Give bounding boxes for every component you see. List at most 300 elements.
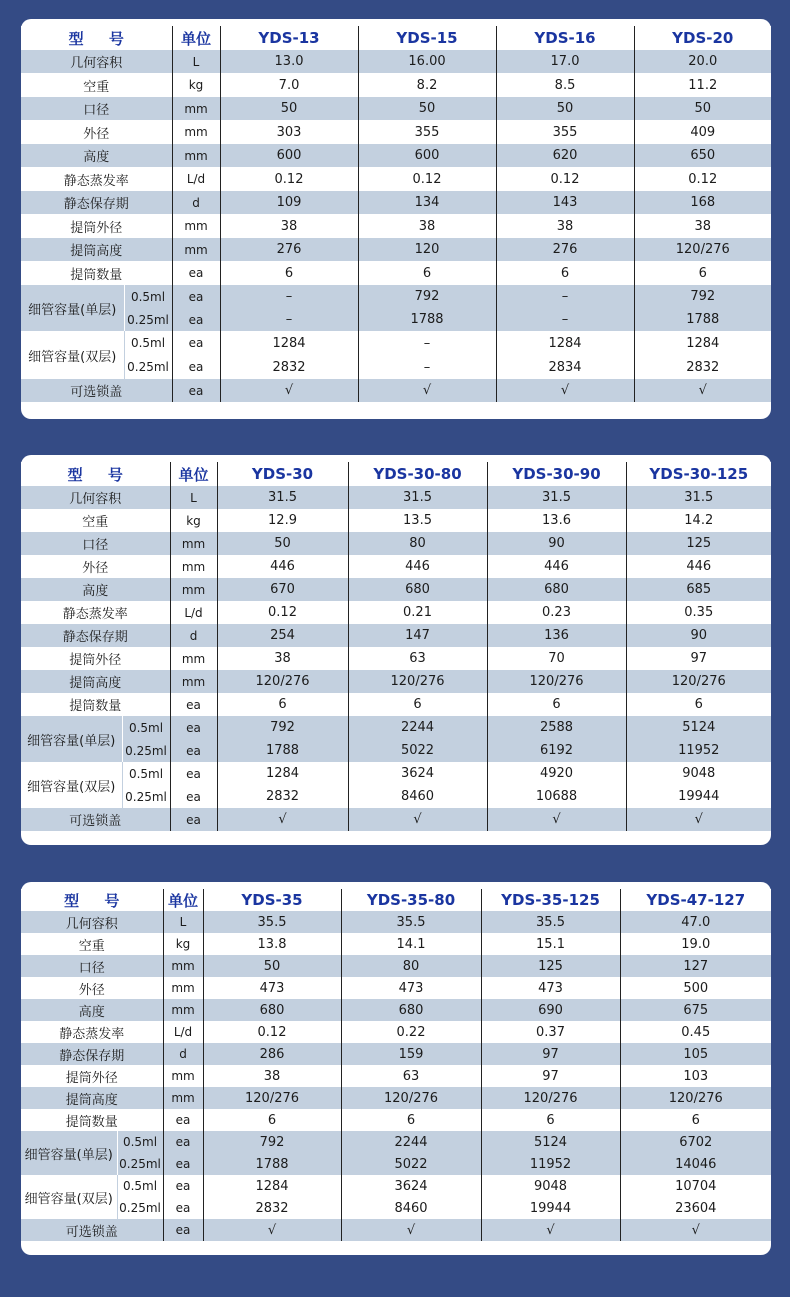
value-cell: 10704: [620, 1175, 771, 1197]
unit-cell: ea: [172, 331, 220, 355]
lid-row: [21, 379, 771, 402]
model-name: YDS-16: [496, 26, 634, 50]
unit-cell: ea: [172, 379, 220, 402]
unit-cell: mm: [163, 999, 203, 1021]
unit-cell: mm: [172, 238, 220, 261]
row-label: 静态保存期: [21, 624, 170, 647]
row-label: 提筒高度: [21, 238, 172, 261]
model-name: YDS-35-125: [481, 889, 620, 911]
value-cell: 355: [496, 120, 634, 144]
value-cell: 6: [358, 261, 496, 285]
unit-cell: mm: [163, 1065, 203, 1087]
sub-label: 0.25ml: [122, 739, 170, 762]
value-cell: –: [358, 331, 496, 355]
value-cell: 12.9: [217, 509, 348, 532]
row-label: 口径: [21, 97, 172, 120]
value-cell: –: [496, 308, 634, 331]
model-name: YDS-30: [217, 462, 348, 486]
value-cell: 16.00: [358, 50, 496, 73]
evap-row: [21, 167, 771, 191]
value-cell: 19944: [481, 1197, 620, 1219]
row-label: 细管容量(单层): [21, 285, 124, 331]
unit-cell: d: [163, 1043, 203, 1065]
value-cell: 0.21: [348, 601, 487, 624]
row-label: 可选锁盖: [21, 1219, 163, 1241]
value-cell: 409: [634, 120, 771, 144]
row-label: 高度: [21, 144, 172, 167]
value-cell: 473: [203, 977, 341, 999]
value-cell: 1788: [203, 1153, 341, 1175]
value-cell: 63: [341, 1065, 481, 1087]
value-cell: 2588: [487, 716, 626, 739]
evap-row: [21, 601, 771, 624]
value-cell: 680: [341, 999, 481, 1021]
value-cell: 13.5: [348, 509, 487, 532]
model-header: 型 号: [21, 889, 163, 911]
unit-cell: ea: [170, 762, 217, 785]
value-cell: 6: [496, 261, 634, 285]
straw-single-row-05: [21, 716, 771, 739]
value-cell: 50: [220, 97, 358, 120]
value-cell: 446: [217, 555, 348, 578]
value-cell: 14046: [620, 1153, 771, 1175]
value-cell: 6: [626, 693, 771, 716]
value-cell: 6: [348, 693, 487, 716]
empty-weight-row: [21, 73, 771, 97]
value-cell: 97: [481, 1065, 620, 1087]
unit-cell: d: [170, 624, 217, 647]
value-cell: 14.2: [626, 509, 771, 532]
sub-label: 0.5ml: [117, 1131, 163, 1153]
straw-double-row-05: [21, 331, 771, 355]
volume-row: [21, 50, 771, 73]
value-cell: 500: [620, 977, 771, 999]
sub-label: 0.25ml: [117, 1153, 163, 1175]
row-label: 细管容量(单层): [21, 716, 122, 762]
straw-single-row-05: [21, 1131, 771, 1153]
row-label: 几何容积: [21, 911, 163, 933]
value-cell: 6702: [620, 1131, 771, 1153]
row-label: 外径: [83, 126, 110, 142]
value-cell: 120/276: [203, 1087, 341, 1109]
unit-cell: ea: [172, 308, 220, 331]
value-cell: 38: [203, 1065, 341, 1087]
holding-row: [21, 624, 771, 647]
value-cell: 120/276: [481, 1087, 620, 1109]
value-cell: 4920: [487, 762, 626, 785]
value-cell: 38: [358, 214, 496, 238]
outer-dia-row: [21, 555, 771, 578]
spec-table-card: [21, 455, 771, 845]
row-label: 几何容积: [21, 486, 170, 509]
row-label: 口径: [21, 532, 170, 555]
unit-header: 单位: [163, 889, 203, 911]
value-cell: 792: [358, 285, 496, 308]
straw-double-row-05: [21, 762, 771, 785]
value-cell: 168: [634, 191, 771, 214]
value-cell: √: [348, 808, 487, 831]
unit-cell: L: [172, 50, 220, 73]
sub-label: 0.5ml: [117, 1175, 163, 1197]
value-cell: 650: [634, 144, 771, 167]
value-cell: 1284: [203, 1175, 341, 1197]
unit-cell: ea: [170, 739, 217, 762]
model-header: 型 号: [21, 462, 170, 486]
canister-dia-row: [21, 214, 771, 238]
value-cell: 2244: [341, 1131, 481, 1153]
value-cell: 2834: [496, 355, 634, 379]
unit-cell: ea: [170, 716, 217, 739]
model-name: YDS-30-80: [348, 462, 487, 486]
straw-double-row-025: [21, 785, 771, 808]
value-cell: 10688: [487, 785, 626, 808]
value-cell: 127: [620, 955, 771, 977]
value-cell: 0.12: [358, 167, 496, 191]
value-cell: 1788: [217, 739, 348, 762]
value-cell: 50: [634, 97, 771, 120]
value-cell: 50: [203, 955, 341, 977]
value-cell: 35.5: [341, 911, 481, 933]
spec-table: [21, 26, 771, 402]
straw-single-row-025: [21, 1153, 771, 1175]
unit-cell: L/d: [170, 601, 217, 624]
value-cell: √: [481, 1219, 620, 1241]
value-cell: 1284: [217, 762, 348, 785]
value-cell: √: [203, 1219, 341, 1241]
model-name: YDS-20: [634, 26, 771, 50]
value-cell: 2832: [203, 1197, 341, 1219]
row-label: 细管容量(双层): [27, 779, 116, 795]
header-row: [21, 889, 771, 911]
unit-cell: ea: [163, 1131, 203, 1153]
value-cell: 80: [348, 532, 487, 555]
value-cell: 13.8: [203, 933, 341, 955]
value-cell: 680: [487, 578, 626, 601]
value-cell: 80: [341, 955, 481, 977]
value-cell: √: [358, 379, 496, 402]
holding-row: [21, 191, 771, 214]
row-label: 提筒外径: [70, 220, 123, 236]
value-cell: 7.0: [220, 73, 358, 97]
row-label: 细管容量(双层): [24, 1191, 113, 1207]
straw-single-row-025: [21, 308, 771, 331]
value-cell: 120: [358, 238, 496, 261]
straw-double-row-025: [21, 355, 771, 379]
value-cell: 303: [220, 120, 358, 144]
value-cell: 1284: [220, 331, 358, 355]
value-cell: 105: [620, 1043, 771, 1065]
row-label: 口径: [21, 955, 163, 977]
model-name: YDS-15: [358, 26, 496, 50]
unit-cell: mm: [163, 977, 203, 999]
value-cell: 23604: [620, 1197, 771, 1219]
value-cell: 620: [496, 144, 634, 167]
value-cell: –: [496, 285, 634, 308]
value-cell: 19.0: [620, 933, 771, 955]
height-row: [21, 999, 771, 1021]
model-name: YDS-13: [220, 26, 358, 50]
height-row: [21, 578, 771, 601]
row-label: 静态保存期: [21, 191, 172, 214]
value-cell: 11.2: [634, 73, 771, 97]
value-cell: 0.12: [634, 167, 771, 191]
value-cell: 5022: [341, 1153, 481, 1175]
sub-label: 0.25ml: [124, 308, 172, 331]
value-cell: 6: [634, 261, 771, 285]
value-cell: 20.0: [634, 50, 771, 73]
value-cell: 97: [481, 1043, 620, 1065]
value-cell: 6192: [487, 739, 626, 762]
spec-table-card: [21, 19, 771, 419]
value-cell: 31.5: [217, 486, 348, 509]
row-label: 提筒数量: [70, 267, 123, 283]
value-cell: 97: [626, 647, 771, 670]
value-cell: 2832: [217, 785, 348, 808]
volume-row: [21, 911, 771, 933]
value-cell: 38: [496, 214, 634, 238]
value-cell: 125: [626, 532, 771, 555]
straw-single-row-025: [21, 739, 771, 762]
value-cell: 159: [341, 1043, 481, 1065]
value-cell: 50: [358, 97, 496, 120]
row-label: 几何容积: [21, 50, 172, 73]
row-label: 提筒数量: [65, 1114, 118, 1130]
value-cell: 90: [487, 532, 626, 555]
value-cell: 286: [203, 1043, 341, 1065]
value-cell: 31.5: [348, 486, 487, 509]
row-label: 外径: [82, 561, 109, 576]
canister-height-row: [21, 1087, 771, 1109]
value-cell: 13.6: [487, 509, 626, 532]
value-cell: 6: [487, 693, 626, 716]
value-cell: 5124: [626, 716, 771, 739]
sub-label: 0.5ml: [122, 716, 170, 739]
value-cell: 38: [220, 214, 358, 238]
value-cell: 9048: [481, 1175, 620, 1197]
model-name: YDS-30-125: [626, 462, 771, 486]
value-cell: 125: [481, 955, 620, 977]
value-cell: 6: [481, 1109, 620, 1131]
header-row: [21, 462, 771, 486]
value-cell: 63: [348, 647, 487, 670]
unit-cell: mm: [170, 670, 217, 693]
value-cell: 143: [496, 191, 634, 214]
value-cell: 254: [217, 624, 348, 647]
value-cell: 5022: [348, 739, 487, 762]
model-name: YDS-30-90: [487, 462, 626, 486]
unit-cell: d: [172, 191, 220, 214]
value-cell: 0.37: [481, 1021, 620, 1043]
value-cell: 120/276: [487, 670, 626, 693]
spec-table: [21, 462, 771, 831]
unit-cell: ea: [170, 693, 217, 716]
unit-cell: ea: [163, 1219, 203, 1241]
value-cell: 3624: [341, 1175, 481, 1197]
unit-cell: mm: [172, 214, 220, 238]
sub-label: 0.5ml: [124, 331, 172, 355]
sub-label: 0.5ml: [124, 285, 172, 308]
unit-cell: mm: [170, 578, 217, 601]
canister-qty-row: [21, 261, 771, 285]
value-cell: 35.5: [203, 911, 341, 933]
unit-cell: kg: [163, 933, 203, 955]
row-label: 空重: [83, 79, 110, 95]
unit-cell: mm: [172, 97, 220, 120]
value-cell: 1788: [634, 308, 771, 331]
value-cell: 355: [358, 120, 496, 144]
value-cell: √: [620, 1219, 771, 1241]
value-cell: 50: [217, 532, 348, 555]
value-cell: 6: [341, 1109, 481, 1131]
row-label: 提筒数量: [69, 699, 122, 714]
value-cell: 136: [487, 624, 626, 647]
value-cell: 31.5: [487, 486, 626, 509]
value-cell: 276: [496, 238, 634, 261]
value-cell: 8.5: [496, 73, 634, 97]
value-cell: 1284: [496, 331, 634, 355]
value-cell: 13.0: [220, 50, 358, 73]
canister-height-row: [21, 238, 771, 261]
value-cell: –: [220, 285, 358, 308]
sub-label: 0.5ml: [122, 762, 170, 785]
value-cell: 0.22: [341, 1021, 481, 1043]
empty-weight-row: [21, 933, 771, 955]
value-cell: 38: [217, 647, 348, 670]
value-cell: √: [217, 808, 348, 831]
row-label: 静态蒸发率: [59, 1026, 125, 1042]
value-cell: 0.12: [220, 167, 358, 191]
value-cell: 50: [496, 97, 634, 120]
value-cell: 6: [217, 693, 348, 716]
empty-weight-row: [21, 509, 771, 532]
value-cell: 0.45: [620, 1021, 771, 1043]
value-cell: 2244: [348, 716, 487, 739]
row-label: 提筒外径: [69, 653, 122, 668]
unit-cell: mm: [172, 120, 220, 144]
row-label: 细管容量(双层): [28, 349, 117, 365]
row-label: 细管容量(单层): [21, 1131, 117, 1175]
unit-cell: ea: [170, 808, 217, 831]
value-cell: 2832: [220, 355, 358, 379]
canister-dia-row: [21, 647, 771, 670]
value-cell: 70: [487, 647, 626, 670]
row-label: 提筒高度: [21, 1087, 163, 1109]
value-cell: 792: [217, 716, 348, 739]
value-cell: 670: [217, 578, 348, 601]
value-cell: 9048: [626, 762, 771, 785]
sub-label: 0.25ml: [117, 1197, 163, 1219]
value-cell: 0.23: [487, 601, 626, 624]
value-cell: 11952: [481, 1153, 620, 1175]
value-cell: 276: [220, 238, 358, 261]
value-cell: 134: [358, 191, 496, 214]
value-cell: –: [358, 355, 496, 379]
value-cell: 120/276: [626, 670, 771, 693]
value-cell: 120/276: [341, 1087, 481, 1109]
header-row: [21, 26, 771, 50]
neck-row: [21, 532, 771, 555]
value-cell: 792: [634, 285, 771, 308]
value-cell: √: [341, 1219, 481, 1241]
evap-row: [21, 1021, 771, 1043]
value-cell: 473: [481, 977, 620, 999]
value-cell: 6: [203, 1109, 341, 1131]
value-cell: 6: [220, 261, 358, 285]
unit-cell: mm: [170, 532, 217, 555]
value-cell: 8.2: [358, 73, 496, 97]
row-label: 空重: [82, 515, 109, 530]
value-cell: 90: [626, 624, 771, 647]
height-row: [21, 144, 771, 167]
unit-cell: mm: [163, 1087, 203, 1109]
straw-double-row-05: [21, 1175, 771, 1197]
value-cell: 8460: [341, 1197, 481, 1219]
value-cell: 1788: [358, 308, 496, 331]
sub-label: 0.25ml: [122, 785, 170, 808]
unit-cell: L/d: [172, 167, 220, 191]
value-cell: 0.12: [203, 1021, 341, 1043]
spec-table: [21, 889, 771, 1241]
unit-cell: ea: [172, 261, 220, 285]
neck-row: [21, 955, 771, 977]
unit-cell: ea: [163, 1153, 203, 1175]
canister-height-row: [21, 670, 771, 693]
model-name: YDS-35: [203, 889, 341, 911]
unit-cell: L: [170, 486, 217, 509]
value-cell: –: [220, 308, 358, 331]
row-label: 空重: [78, 938, 105, 954]
value-cell: 47.0: [620, 911, 771, 933]
value-cell: 446: [626, 555, 771, 578]
row-label: 可选锁盖: [21, 379, 172, 402]
outer-dia-row: [21, 120, 771, 144]
unit-cell: ea: [163, 1175, 203, 1197]
volume-row: [21, 486, 771, 509]
value-cell: 103: [620, 1065, 771, 1087]
unit-cell: L: [163, 911, 203, 933]
value-cell: √: [487, 808, 626, 831]
value-cell: 11952: [626, 739, 771, 762]
value-cell: 17.0: [496, 50, 634, 73]
unit-cell: ea: [172, 285, 220, 308]
value-cell: 792: [203, 1131, 341, 1153]
value-cell: 446: [348, 555, 487, 578]
unit-header: 单位: [170, 462, 217, 486]
value-cell: 8460: [348, 785, 487, 808]
canister-qty-row: [21, 1109, 771, 1131]
value-cell: 31.5: [626, 486, 771, 509]
value-cell: 147: [348, 624, 487, 647]
unit-cell: ea: [170, 785, 217, 808]
row-label: 外径: [78, 982, 105, 998]
value-cell: 120/276: [620, 1087, 771, 1109]
holding-row: [21, 1043, 771, 1065]
value-cell: 690: [481, 999, 620, 1021]
neck-row: [21, 97, 771, 120]
unit-cell: mm: [170, 647, 217, 670]
value-cell: 109: [220, 191, 358, 214]
sub-label: 0.25ml: [124, 355, 172, 379]
model-name: YDS-47-127: [620, 889, 771, 911]
value-cell: 5124: [481, 1131, 620, 1153]
value-cell: 600: [358, 144, 496, 167]
value-cell: 3624: [348, 762, 487, 785]
unit-cell: mm: [172, 144, 220, 167]
value-cell: 120/276: [634, 238, 771, 261]
row-label: 静态蒸发率: [62, 607, 128, 622]
unit-header: 单位: [172, 26, 220, 50]
value-cell: 1284: [634, 331, 771, 355]
